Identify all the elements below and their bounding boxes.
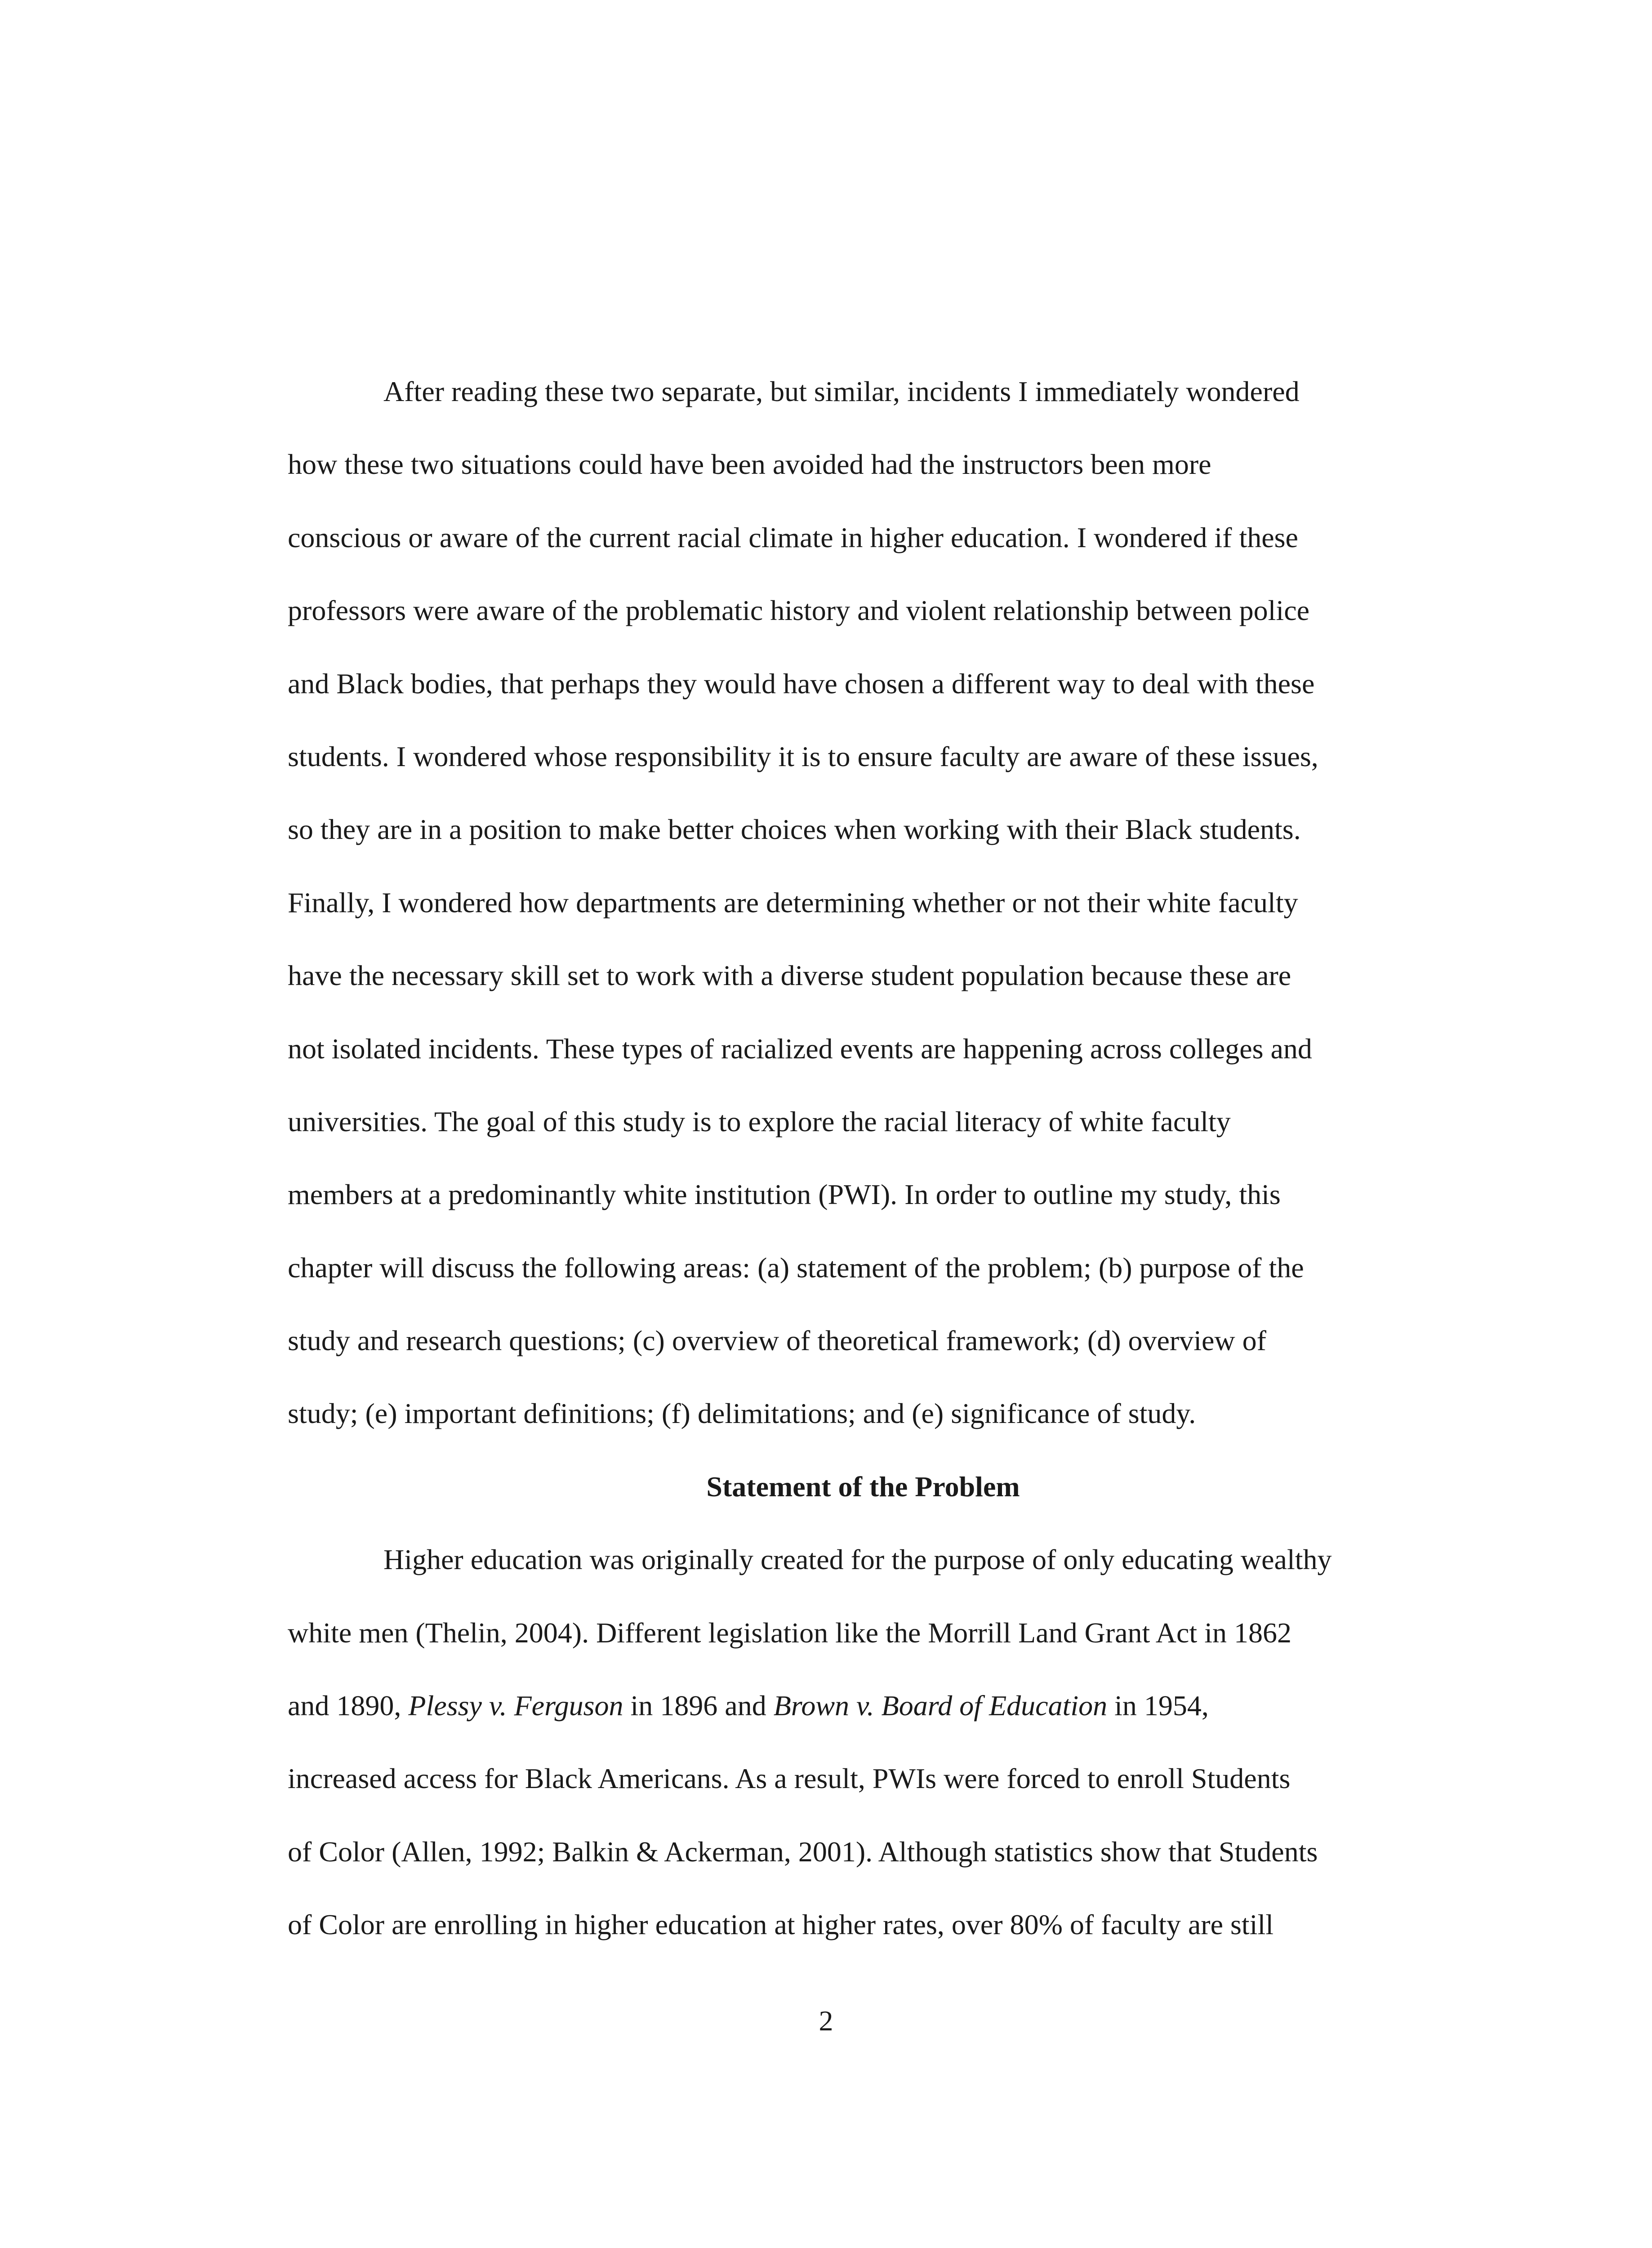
- paragraph-line: members at a predominantly white institution (PWI). In order to outline my study, this: [288, 1178, 1281, 1211]
- paragraph-line: and Black bodies, that perhaps they would have chosen a different way to deal with these: [288, 667, 1315, 700]
- paragraph-line: After reading these two separate, but similar, incidents I immediately wondered: [383, 375, 1300, 407]
- paragraph-line: increased access for Black Americans. As a result, PWIs were forced to enroll Students: [288, 1762, 1291, 1795]
- case-title-brown: Brown v. Board of Education: [773, 1690, 1108, 1722]
- paragraph-line: professors were aware of the problematic history and violent relationship between police: [288, 594, 1309, 627]
- paragraph-line: students. I wondered whose responsibility it is to ensure faculty are aware of these issues,: [288, 740, 1318, 772]
- paragraph-line: Finally, I wondered how departments are determining whether or not their white faculty: [288, 886, 1298, 919]
- paragraph-problem: [288, 1523, 1438, 1961]
- text-run: in 1896 and: [623, 1690, 774, 1722]
- paragraph-line: of Color (Allen, 1992; Balkin & Ackerman, 2001). Although statistics show that Students: [288, 1835, 1318, 1868]
- paragraph-line: so they are in a position to make better choices when working with their Black students.: [288, 813, 1301, 846]
- paragraph-line: study and research questions; (c) overview of theoretical framework; (d) overview of: [288, 1325, 1266, 1357]
- paragraph-line: Higher education was originally created for the purpose of only educating wealthy: [383, 1543, 1332, 1576]
- paragraph-line: chapter will discuss the following areas: (a) statement of the problem; (b) purpose of the: [288, 1251, 1304, 1284]
- text-run: and 1890,: [288, 1690, 409, 1722]
- section-heading: Statement of the Problem: [706, 1470, 1020, 1503]
- paragraph-line: conscious or aware of the current racial climate in higher education. I wondered if these: [288, 521, 1298, 553]
- paragraph-line: universities. The goal of this study is to explore the racial literacy of white faculty: [288, 1105, 1231, 1137]
- paragraph-intro: [288, 355, 1438, 1450]
- paragraph-line: study; (e) important definitions; (f) delimitations; and (e) significance of study.: [288, 1397, 1196, 1430]
- paragraph-line: how these two situations could have been avoided had the instructors been more: [288, 448, 1211, 481]
- page-number: 2: [819, 2005, 833, 2037]
- body-text: [288, 355, 1438, 1962]
- text-run: in 1954,: [1107, 1690, 1209, 1722]
- paragraph-line-with-citations: [288, 1669, 1438, 1742]
- paragraph-line: not isolated incidents. These types of racialized events are happening across colleges and: [288, 1032, 1312, 1065]
- case-title-plessy: Plessy v. Ferguson: [408, 1690, 623, 1722]
- paragraph-line: white men (Thelin, 2004). Different legislation like the Morrill Land Grant Act in 1862: [288, 1616, 1291, 1649]
- paragraph-line: have the necessary skill set to work with a diverse student population because these are: [288, 959, 1291, 992]
- paragraph-line: of Color are enrolling in higher education at higher rates, over 80% of faculty are still: [288, 1909, 1274, 1941]
